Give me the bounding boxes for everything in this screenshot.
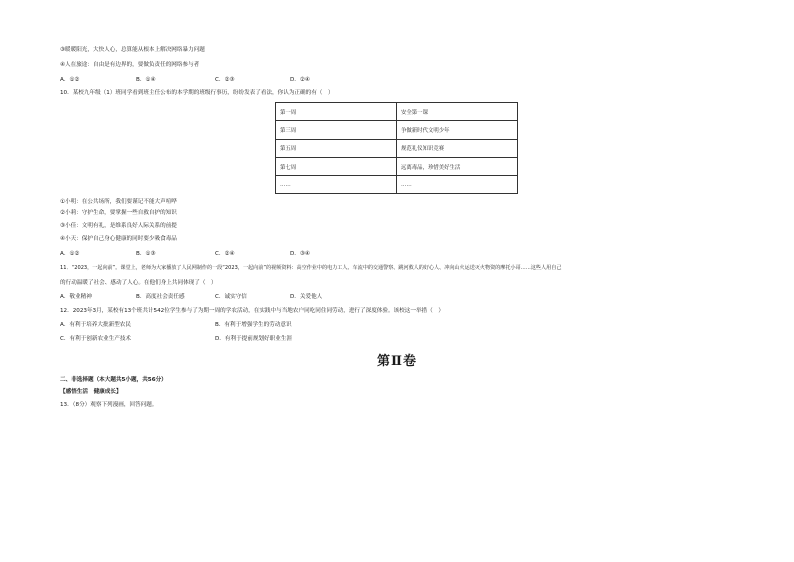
q11-option-a[interactable]: A．敬业精神 bbox=[60, 294, 92, 300]
q11-option-d[interactable]: D．关爱他人 bbox=[290, 294, 323, 300]
table-row bbox=[276, 103, 518, 121]
table-cell: 第七周 bbox=[276, 157, 397, 175]
table-cell: 第一周 bbox=[276, 103, 397, 121]
table-row bbox=[276, 121, 518, 139]
q13-stem: 13．（8分）观察下列漫画，回答问题。 bbox=[60, 402, 158, 408]
table-row bbox=[276, 157, 518, 175]
table-row bbox=[276, 139, 518, 157]
table-cell: 规范礼仪知识竞赛 bbox=[397, 139, 518, 157]
q12-option-a[interactable]: A．有利于培养大批新型农民 bbox=[60, 322, 131, 328]
q9-option-d[interactable]: D．②④ bbox=[290, 77, 310, 83]
table-cell: …… bbox=[276, 176, 397, 194]
q9-option-c[interactable]: C．②③ bbox=[215, 77, 235, 83]
q9-item-3: ③暖暖阳光，大快人心，总算能从根本上解决网络暴力问题 bbox=[60, 47, 205, 53]
q11-stem-line-2: 的行动温暖了社会、感动了人心。在他们身上共同体现了（ ） bbox=[60, 280, 217, 286]
q10-item-2: ②小莉：守护生命，要掌握一些自救自护的知识 bbox=[60, 210, 177, 216]
q9-option-b[interactable]: B．①④ bbox=[136, 77, 156, 83]
q11-stem-line-1: 11．“2023，一起向前”。课堂上，老师为大家播放了人民网制作的一段“2023，一起向前”的视频资料：高空作业中的电力工人、车流中的交通警察、跳河救人的好心人、冲向山火运送灭火物资的摩托小哥……这些人用自己 bbox=[60, 265, 562, 271]
q12-option-d[interactable]: D．有利于提前规划好职业生涯 bbox=[215, 336, 293, 342]
table-cell: 第五周 bbox=[276, 139, 397, 157]
q12-option-b[interactable]: B．有利于增强学生的劳动意识 bbox=[215, 322, 292, 328]
q9-option-a[interactable]: A．①② bbox=[60, 77, 80, 83]
q10-item-3: ③小佳：文明有礼，是维系良好人际关系的前提 bbox=[60, 223, 177, 229]
q12-stem: 12．2023年3月，某校有13个班共计542位学生参与了为期一周的学农活动，在实践中与当地农户同吃同住同劳动，进行了深度体验。该校这一举措（ ） bbox=[60, 308, 444, 314]
q9-item-4: ④人在旅途：自由是有边界的，要做负责任的网络参与者 bbox=[60, 62, 200, 68]
q10-option-c[interactable]: C．②④ bbox=[215, 251, 235, 257]
table-cell: …… bbox=[397, 176, 518, 194]
q10-item-4: ④小天：保护自己身心健康的同时要少吸食毒品 bbox=[60, 236, 177, 242]
q10-stem: 10．某校九年级（1）班同学看到班主任公布的本学期的班级行事历，纷纷发表了看法，你认为正确的有（ ） bbox=[60, 90, 334, 96]
table-cell: 远离毒品，珍惜美好生活 bbox=[397, 157, 518, 175]
section-title: 第Ⅱ卷 bbox=[377, 354, 417, 369]
q12-option-c[interactable]: C．有利于创新农业生产技术 bbox=[60, 336, 132, 342]
schedule-table bbox=[275, 102, 518, 194]
q10-item-1: ①小明：在公共场所，我们要谨记不能大声喧哗 bbox=[60, 199, 177, 205]
part2-heading: 二、非选择题（本大题共5小题，共56分） bbox=[60, 377, 167, 383]
q10-option-a[interactable]: A．①② bbox=[60, 251, 80, 257]
table-cell: 第三周 bbox=[276, 121, 397, 139]
table-cell: 争做新时代文明少年 bbox=[397, 121, 518, 139]
part2-theme: 【感悟生活 健康成长】 bbox=[60, 389, 122, 395]
q11-option-b[interactable]: B．高度社会责任感 bbox=[136, 294, 185, 300]
q11-option-c[interactable]: C．诚实守信 bbox=[215, 294, 247, 300]
q10-option-b[interactable]: B．①③ bbox=[136, 251, 156, 257]
table-cell: 安全第一课 bbox=[397, 103, 518, 121]
q10-option-d[interactable]: D．③④ bbox=[290, 251, 310, 257]
table-row bbox=[276, 176, 518, 194]
